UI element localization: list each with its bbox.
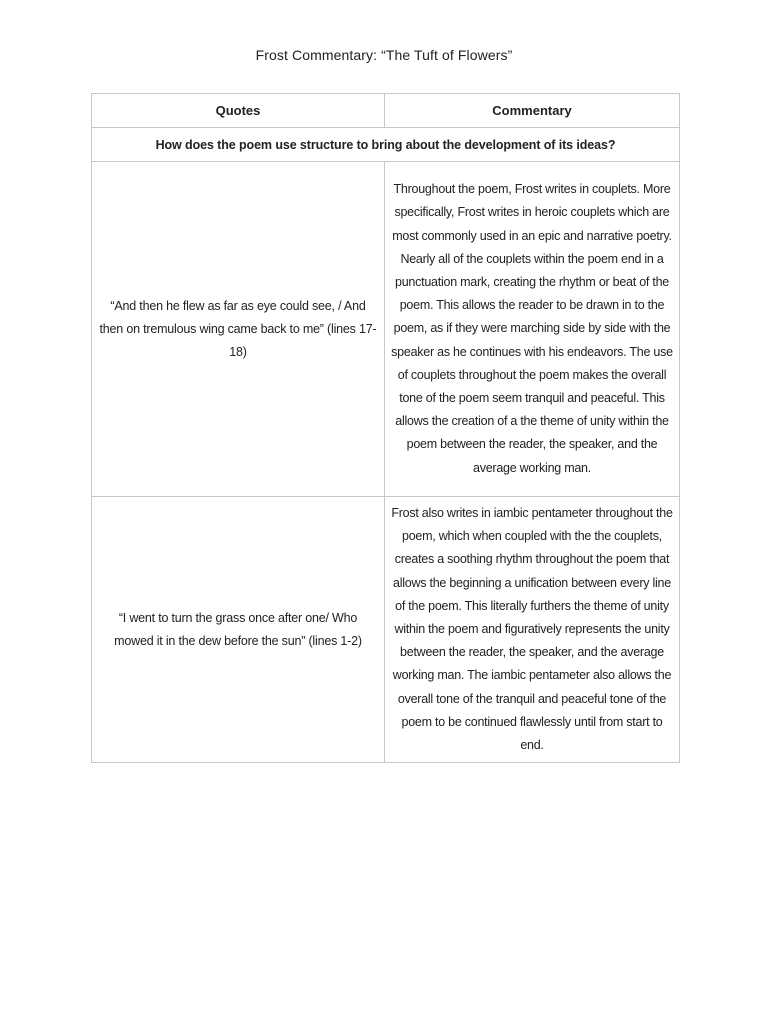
question-row [92,128,680,162]
quote-cell: “I went to turn the grass once after one/ Who mowed it in the dew before the sun” (lines 1-2) [92,497,385,763]
table-row [92,497,680,763]
page-title: Frost Commentary: “The Tuft of Flowers” [255,47,513,63]
commentary-cell: Frost also writes in iambic pentameter throughout the poem, which when coupled with the the couplets, creates a soothing rhythm throughout the poem that allows the beginning a unification between every line of the poem. This literally furthers the theme of unity within the poem and figuratively represents the unity between the reader, the speaker, and the average working man. The iambic pentameter also allows the overall tone of the tranquil and peaceful tone of the poem to be continued flawlessly until from start to end. [385,497,680,763]
commentary-column-header: Commentary [385,94,680,128]
commentary-table [91,93,680,763]
quote-cell: “And then he flew as far as eye could see, / And then on tremulous wing came back to me” (lines 17-18) [92,162,385,497]
guiding-question: How does the poem use structure to bring about the development of its ideas? [92,128,680,162]
commentary-cell: Throughout the poem, Frost writes in couplets. More specifically, Frost writes in heroic couplets which are most commonly used in an epic and narrative poetry. Nearly all of the couplets within the poem end in a punctuation mark, creating the rhythm or beat of the poem. This allows the reader to be drawn in to the poem, as if they were marching side by side with the speaker as he continues with his endeavors. The use of couplets throughout the poem makes the overall tone of the poem seem tranquil and peaceful. This allows the creation of a the theme of unity within the poem between the reader, the speaker, and the average working man. [385,162,680,497]
table-header-row [92,94,680,128]
quotes-column-header: Quotes [92,94,385,128]
table-row [92,162,680,497]
